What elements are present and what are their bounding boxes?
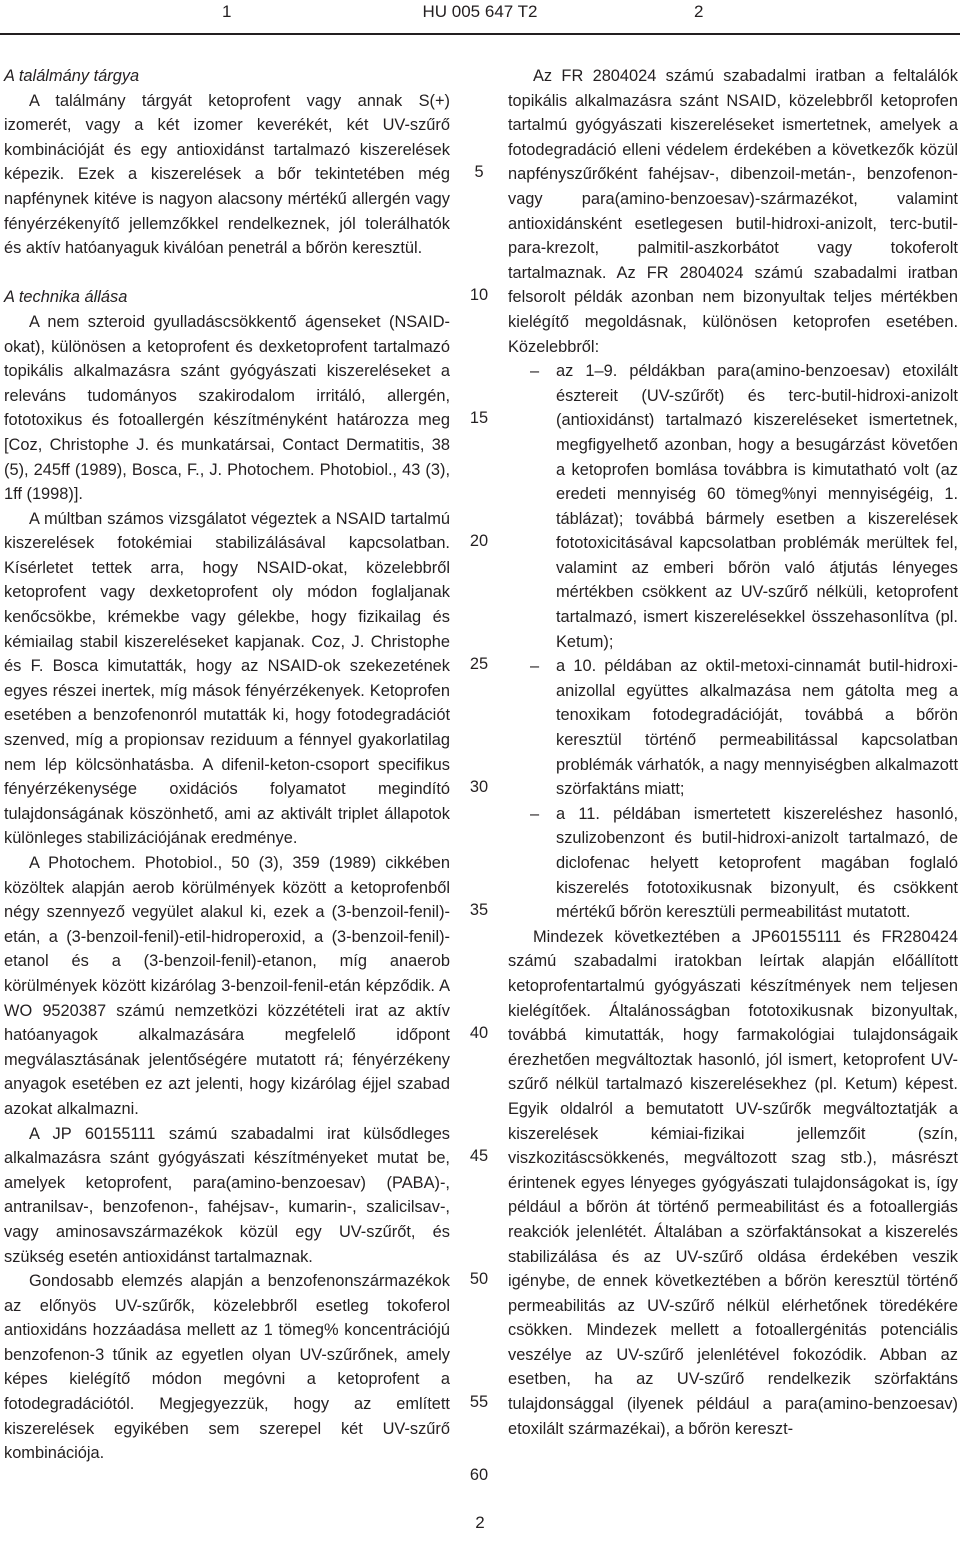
line-number: 25 (469, 655, 489, 673)
list-item-text: az 1–9. példákban para(amino-benzoesav) etoxilált észtereit (UV-szűrőt) és terc-butil-hidroxi-anizolt (antioxidánst) tartalmazó kiszereléseket ismertetnek, megfigyelhető azonban, hogy a besugárzást követően a ketoprofen bomlása továbbra is kimutatható volt (az eredeti mennyiség 60 tömeg%nyi mennyiségéig, 1. táblázat); továbbá bármely esetben a kiszerelések fototoxicitásával kapcsolatban problémák merültek fel, valamint az emberi bőrön való átjutás lényeges mértékben csökkent az UV-szűrő nélküli, ketoprofent tartalmazó, ismert kiszerelésekkel összehasonlítva (pl. Ketum); (556, 362, 958, 651)
page-number: 2 (475, 1513, 485, 1532)
dash-bullet: – (530, 804, 540, 823)
header-column-number-left: 1 (222, 2, 232, 21)
line-number: 30 (469, 778, 489, 796)
dash-bullet: – (530, 362, 540, 381)
left-column (4, 64, 450, 1466)
paragraph: A nem szteroid gyulladáscsökkentő ágenseket (NSAID-okat), különösen a ketoprofent és dexketoprofent tartalmazó topikális alkalmazásra szánt gyógyászati kiszereléseket a releváns tudományos szakirodalom irritáló, allergén, fototoxikus és fotoallergén készítményként határozza meg [Coz, Christophe J. és munkatársai, Contact Dermatitis, 38 (5), 245ff (1989), Bosca, F., J. Photochem. Photobiol., 43 (3), 1ff (1998)]. (4, 312, 450, 504)
list-item-text: a 10. példában az oktil-metoxi-cinnamát butil-hidroxi-anizollal együttes alkalmazása nem gátolta meg a tenoxikam fotodegradációját, továbbá a bőrön keresztül történő permeabilitással kapcsolatban problémák várhatók, a nagy mennyiségben alkalmazott szörfaktáns miatt; (556, 657, 958, 799)
line-number: 20 (469, 532, 489, 550)
dash-bullet: – (530, 657, 540, 676)
paragraph: A találmány tárgyát ketoprofent vagy annak S(+) izomerét, vagy a két izomer keverékét, két UV-szűrő kombinációját és egy antioxidánst tartalmazó kiszerelések képezik. Ezek a kiszerelések a bőr tekintetében még napfénynek kitéve is nagyon alacsony mértékű allergén vagy fényérzékenyítő jellemzőkkel rendelkeznek, jól tolerálhatók és aktív hatóanyaguk kiválóan penetrál a bőrön keresztül. (4, 91, 450, 258)
paragraph: A JP 60155111 számú szabadalmi irat külsődleges alkalmazásra szánt gyógyászati készítményeket mutat be, amelyek ketoprofent, para(amino-benzoesav) (PABA)-, antranilsav-, benzofenon-, fahéjsav-, kumarin-, szalicilsav-, vagy aminosavszármazékok közül egy UV-szűrőt, és szükség esetén antioxidánst tartalmaznak. (4, 1124, 450, 1266)
line-number: 55 (469, 1393, 489, 1411)
header-column-number-right: 2 (694, 2, 704, 21)
line-number: 35 (469, 901, 489, 919)
section-heading-prior-art: A technika állása (4, 288, 128, 307)
list-item-text: a 11. példában ismertetett kiszereléshez hasonló, szulizobenzont és butil-hidroxi-anizolt tartalmazó, de diclofenac helyett ketoprofent magában foglaló kiszerelés fototoxikusnak bizonyult, és csökkent mértékű bőrön keresztüli permeabilitást mutatott. (556, 804, 958, 922)
paragraph: Az FR 2804024 számú szabadalmi iratban a feltalálók topikális alkalmazásra szánt NSAID, közelebbről ketoprofen tartalmú gyógyászati kiszereléseket ismertetnek, amelyek a fotodegradáció elleni védelem érdekében a következők közül napfényszűrőként fahéjsav-, dibenzoil-metán-, benzofenon- vagy para(amino-benzoesav)-származékot, valamint antioxidánsként esetlegesen butil-hidroxi-anizolt, terc-butil-para-krezolt, palmitil-aszkorbátot vagy tokoferolt tartalmaznak. Az FR 2804024 számú szabadalmi iratban felsorolt példák azonban nem bizonyultak teljes mértékben kielégítő megoldásnak, különösen ketoprofen esetében. Közelebbről: (508, 67, 958, 356)
line-number: 15 (469, 409, 489, 427)
paragraph: A múltban számos vizsgálatot végeztek a NSAID tartalmú kiszerelések fotokémiai stabilizálásával kapcsolatban. Kísérletet tettek arra, hogy NSAID-okat, közelebbről ketoprofent vagy dexketoprofent oly módon foglaljanak kenőcsökbe, krémekbe vagy gélekbe, hogy fizikailag és kémiailag stabil kiszereléseket kapjanak. Coz, J. Christophe és F. Bosca kimutatták, hogy az NSAID-ok szekezetének egyes részei inertek, míg mások fényérzékenyek. Ketoprofen esetében a benzofenonról mutatták ki, hogy fotodegradációt szenved, míg a propionsav reziduum a fénnyel gyakorlatilag nem lép kölcsönhatásba. A difenil-keton-csoport specifikus fényérzékenysége oxidációs folyamatot megindító tulajdonságának köszönhető, ami az aktivált triplet állapotok különleges stabilizációjának eredménye. (4, 509, 450, 848)
paragraph: Gondosabb elemzés alapján a benzofenonszármazékok az előnyös UV-szűrők, közelebbről esetleg tokoferol antioxidáns hozzáadása mellett az 1 tömeg% koncentrációjú benzofenon-3 tűnik az egyetlen olyan UV-szűrőnek, amely képes kielégítő módon megóvni a ketoprofent a fotodegradációtól. Megjegyezzük, hogy az említett kiszerelések egyikében sem szerepel két UV-szűrő kombinációja. (4, 1272, 450, 1463)
line-number: 10 (469, 286, 489, 304)
header-document-id: HU 005 647 T2 (422, 2, 538, 21)
header-rule (0, 33, 960, 35)
line-number: 50 (469, 1270, 489, 1288)
right-column (508, 64, 958, 1441)
line-number: 60 (469, 1466, 489, 1484)
list-item (508, 654, 958, 802)
paragraph: A Photochem. Photobiol., 50 (3), 359 (1989) cikkében közöltek alapján aerob körülmények között a ketoprofenből négy szennyező vegyület alakul ki, ezek a (3-benzoil-fenil)-etán, a (3-benzoil-fenil)-etil-hidroperoxid, a (3-benzoil-fenil)-etanol és a (3-benzoil-fenil)-etanon, míg anaerob körülmények között kizárólag 3-benzoil-fenil-etán képződik. A WO 9520387 számú nemzetközi közzétételi irat az aktív hatóanyagok alkalmazására megfelelő időpont megválasztásának jelentőségére mutatott rá; fényérzékeny anyagok esetében ez azt jelenti, hogy kizárólag éjjel szabad azokat alkalmazni. (4, 854, 450, 1118)
line-number: 5 (474, 163, 484, 181)
list-item (508, 359, 958, 654)
line-number: 40 (469, 1024, 489, 1042)
paragraph: Mindezek következtében a JP60155111 és FR280424 számú szabadalmi iratokban leírtak alapján előállított ketoprofentartalmú gyógyászati készítmények nem teljesen kielégítőek. Általánosságban fototoxikusnak bizonyultak, továbbá kimutatták, hogy farmakológiai tulajdonságaik érezhetően megváltoztak hasonló, jól ismert, ketoprofent UV-szűrő nélkül tartalmazó kiszerelésekhez (pl. Ketum) képest. Egyik oldalról a bemutatott UV-szűrők megváltoztatják a kiszerelések kémiai-fizikai jellemzőit (szín, viszkozitáscsökkenés, megváltozott szag stb.), másrészt érintenek egyes lényeges gyógyászati tulajdonságokat is, így például a bőrön át történő permeabilitást és a fotoallergiás reakciók jelenlétét. Általában a szörfaktánsokat a kiszerelés stabilizálása és az UV-szűrő oldása érdekében veszik igénybe, de ennek következtében a bőrön keresztül történő permeabilitás az UV-szűrő nélkül elérhetőnek töredékére csökken. Mindezek mellett a fotoallergénitás potenciális veszélye az UV-szűrő jelenlétével fokozódik. Abban az esetben, ha az UV-szűrő rendelkezik szörfaktáns tulajdonsággal (ilyenek például a para(amino-benzoesav) etoxilált származékai), a bőrön kereszt- (508, 927, 958, 1438)
section-heading-subject: A találmány tárgya (4, 67, 140, 85)
line-number: 45 (469, 1147, 489, 1165)
list-item (508, 802, 958, 925)
